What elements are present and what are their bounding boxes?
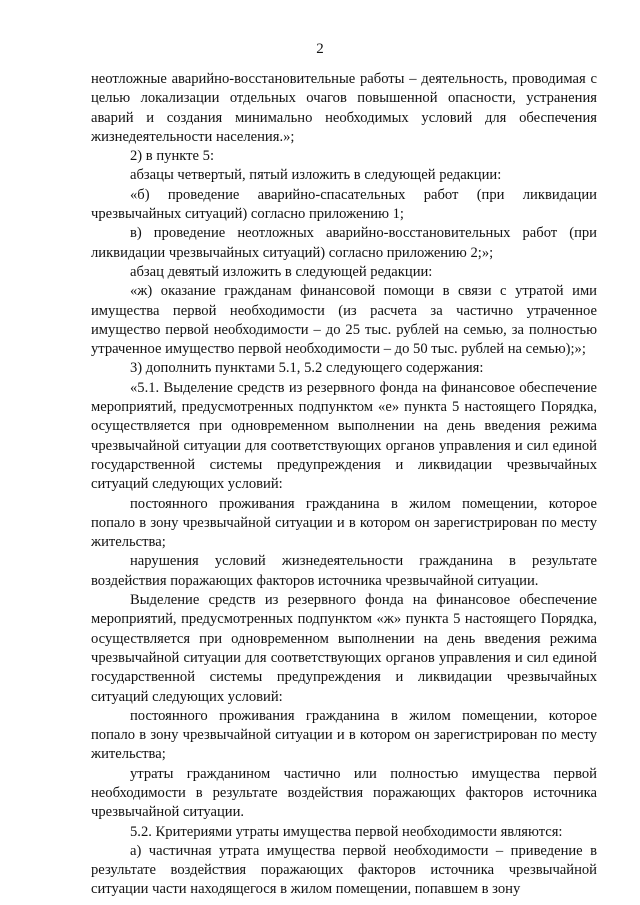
- paragraph-12: Выделение средств из резервного фонда на финансовое обеспечение мероприятий, предусмотренных подпунктом «ж» пункта 5 настоящего Порядка, осуществляется при одновременном выполнении на день введения режима чрезвычайной ситуации для соответствующих органов управления и сил единой государственной системы предупреждения и ликвидации чрезвычайных ситуаций следующих условий:: [91, 592, 597, 705]
- paragraph-7: «ж) оказание гражданам финансовой помощи в связи с утратой ими имущества первой необходимости (из расчета за частично утраченное имущество первой необходимости – до 25 тыс. рублей на семью, за полностью утраченное имущество первой необходимости – до 50 тыс. рублей на семью);»;: [91, 283, 597, 358]
- paragraph-13: постоянного проживания гражданина в жилом помещении, которое попало в зону чрезвычайной ситуации и в котором он зарегистрирован по месту жительства;: [91, 707, 597, 763]
- paragraph-6: абзац девятый изложить в следующей редакции:: [130, 263, 433, 280]
- paragraph-5: в) проведение неотложных аварийно-восстановительных работ (при ликвидации чрезвычайных ситуаций) согласно приложению 2;»;: [91, 225, 597, 261]
- paragraph-8: 3) дополнить пунктами 5.1, 5.2 следующего содержания:: [130, 360, 484, 377]
- paragraph-3: абзацы четвертый, пятый изложить в следующей редакции:: [130, 167, 502, 184]
- paragraph-10: постоянного проживания гражданина в жилом помещении, которое попало в зону чрезвычайной ситуации и в котором он зарегистрирован по месту жительства;: [91, 495, 597, 551]
- paragraph-2: 2) в пункте 5:: [130, 148, 215, 165]
- paragraph-16: а) частичная утрата имущества первой необходимости – приведение в результате воздействия поражающих факторов источника чрезвычайной ситуации части находящегося в жилом помещении, попавшем в зону: [91, 842, 597, 898]
- document-body: [91, 70, 597, 900]
- paragraph-9: «5.1. Выделение средств из резервного фонда на финансовое обеспечение мероприятий, предусмотренных подпунктом «е» пункта 5 настоящего Порядка, осуществляется при одновременном выполнении на день введения режима чрезвычайной ситуации для соответствующих органов управления и сил единой государственной системы предупреждения и ликвидации чрезвычайных ситуаций следующих условий:: [91, 379, 597, 493]
- paragraph-11: нарушения условий жизнедеятельности гражданина в результате воздействия поражающих факторов источника чрезвычайной ситуации.: [91, 553, 597, 589]
- paragraph-14: утраты гражданином частично или полностью имущества первой необходимости в результате воздействия поражающих факторов источника чрезвычайной ситуации.: [91, 765, 597, 821]
- paragraph-15: 5.2. Критериями утраты имущества первой необходимости являются:: [130, 823, 563, 840]
- page-number: 2: [316, 41, 324, 57]
- paragraph-1: неотложные аварийно-восстановительные работы – деятельность, проводимая с целью локализации отдельных очагов повышенной опасности, устранения аварий и создания минимально необходимых условий для обеспечения жизнедеятельности населения.»;: [91, 71, 597, 145]
- paragraph-4: «б) проведение аварийно-спасательных работ (при ликвидации чрезвычайных ситуаций) согласно приложению 1;: [91, 186, 597, 223]
